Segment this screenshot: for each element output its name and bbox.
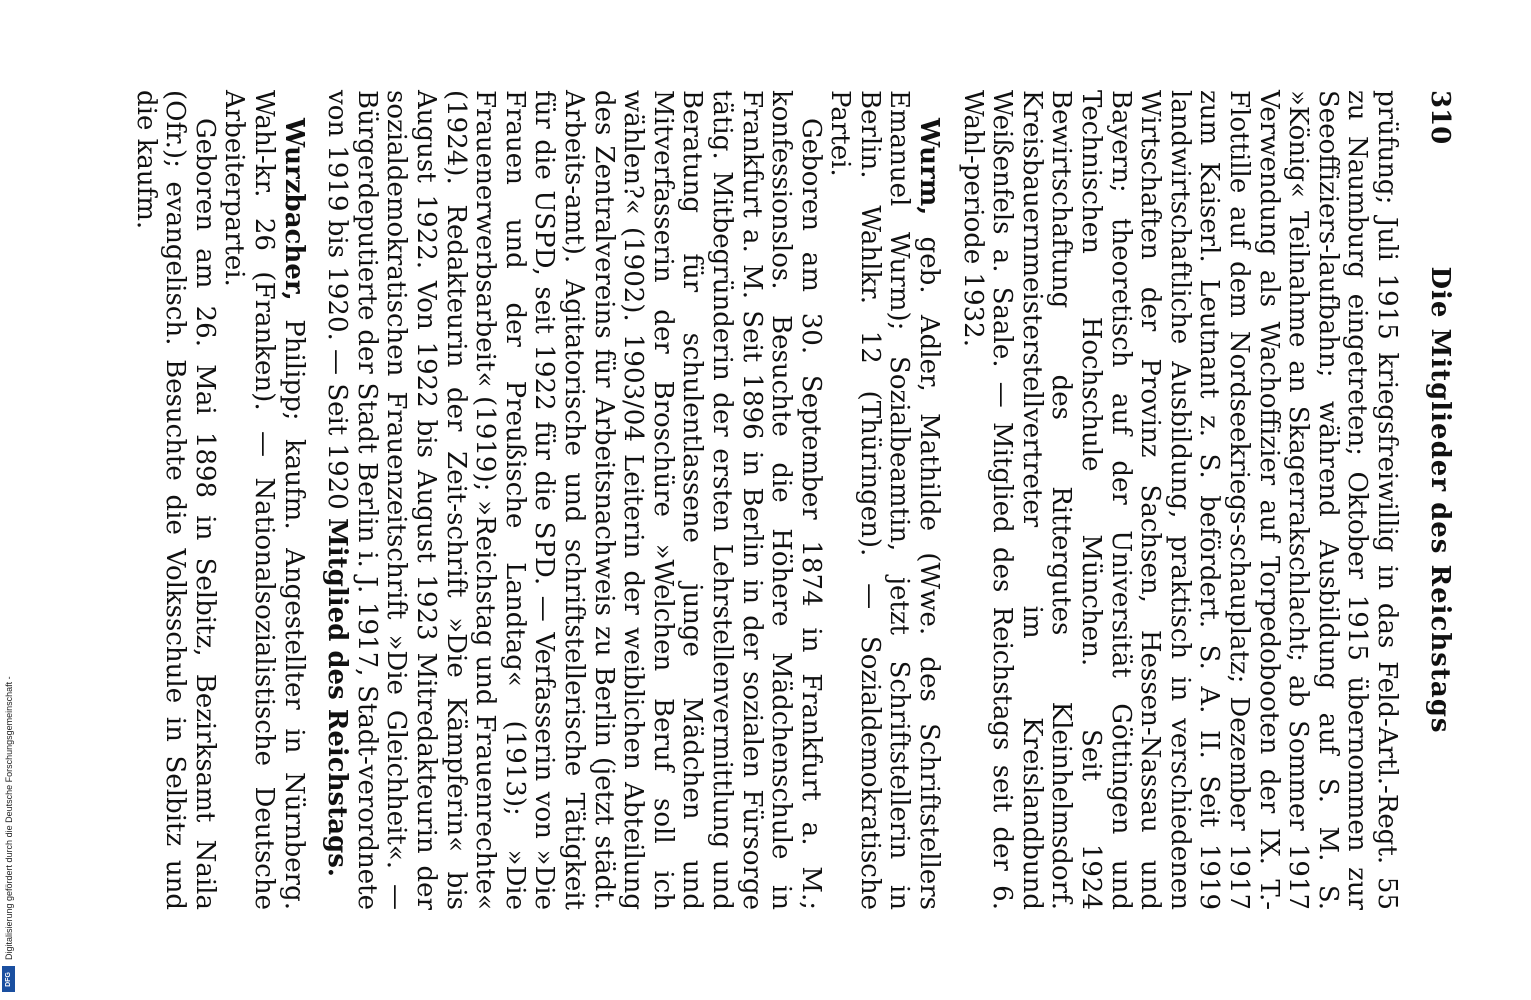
digitization-note [4,0,16,970]
entry-body: Geboren am 26. Mai 1898 in Selbitz, Bezirksamt Naila (Ofr.); evangelisch. Besuchte die Volksschule in Selbitz und die kaufm. [130,90,220,910]
entry-heading [219,90,308,910]
page-header [1401,90,1455,910]
entry-body-text: Geboren am 30. September 1874 in Frankfurt a. M.; konfessionslos. Besuchte die Höhere Mädchenschule in Frankfurt a. M. Seit 1896 in Berlin in der sozialen Fürsorge tätig. Mitbegründerin der ersten Lehrstellenvermittlung und Beratung für schulentlassene junge Mädchen und Mitverfasserin der Broschüre »Welchen Beruf soll ich wählen?« (1902). 1903/04 Leiterin der weiblichen Abteilung des Zentralvereins für Arbeitsnachweis zu Berlin (jetzt städt. Arbeits-amt). Agitatorische und schriftstellerische Tätigkeit für die USPD, seit 1922 für die SPD. — Verfasserin von »Die Frauen und der Preußische Landtag« (1913); »Die Frauenerwerbsarbeit« (1919); »Reichstag und Frauenrechte« (1924). Redakteurin der Zeit-schrift »Die Kämpferin« bis August 1922. Von 1922 bis August 1923 Mitredakteurin der sozialdemokratischen Frauenzeitschrift »Die Gleichheit«. — Bürgerdeputierte der Stadt Berlin i. J. 1917, Stadt-verordnete von 1919 bis 1920. — Seit 1920 [322,90,826,910]
entry-name: Wurm, [914,118,945,216]
entry-heading [825,90,943,910]
continuation-paragraph: prüfung; Juli 1915 kriegsfreiwillig in das Feld-Artl.-Regt. 55 zu Naumburg eingetreten; Oktober 1915 übernommen zur Seeoffiziers-laufbahn; während Ausbildung auf S. M. S. »König« Teilnahme an Skagerrakschlacht; ab Sommer 1917 Verwendung als Wachoffizier auf Torpedobooten der IX. T.-Flottille auf dem Nordseekriegs-schauplatz; Dezember 1917 zum Kaiserl. Leutnant z. S. befördert. S. A. II. Seit 1919 landwirtschaftliche Ausbildung, praktisch in verschiedenen Wirtschaften der Provinz Sachsen, Hessen-Nassau und Bayern; theoretisch auf der Universität Göttingen und Technischen Hochschule München. Seit 1924 Bewirtschaftung des Rittergutes Kleinhelmsdorf. Kreisbauernmeisterstellvertreter im Kreislandbund Weißenfels a. Saale. — Mitglied des Reichstags seit der 6. Wahl-periode 1932. [957,90,1402,910]
entry-continuation [957,90,1401,910]
entry-body-bold: Mitglied des Reichstags. [322,517,353,877]
entry-body [322,90,825,910]
entry-wurm [322,90,943,910]
entry-intro: Philipp; kaufm. Angestellter in Nürnberg. Wahl-kr. 26 (Franken). — Nationalsozialistische Deutsche Arbeiterpartei. [219,90,309,910]
dfg-logo [2,966,15,992]
entry-intro: geb. Adler, Mathilde (Wwe. des Schriftstellers Emanuel Wurm); Sozialbeamtin, jetzt Schriftstellerin in Berlin. Wahlkr. 12 (Thüringen). — Sozialdemokratische Partei. [825,90,945,910]
rotated-text-block [45,50,1485,950]
digitization-note-text: Digitalisierung gefördert durch die Deutsche Forschungsgemeinschaft - [4,676,14,960]
running-title: Die Mitglieder des Reichstags [1425,266,1455,734]
entry-name: Wurzbacher, [278,118,309,301]
dfg-logo-text: DFG [5,971,12,987]
page-number: 310 [1425,90,1455,145]
entry-wurzbacher [130,90,308,910]
